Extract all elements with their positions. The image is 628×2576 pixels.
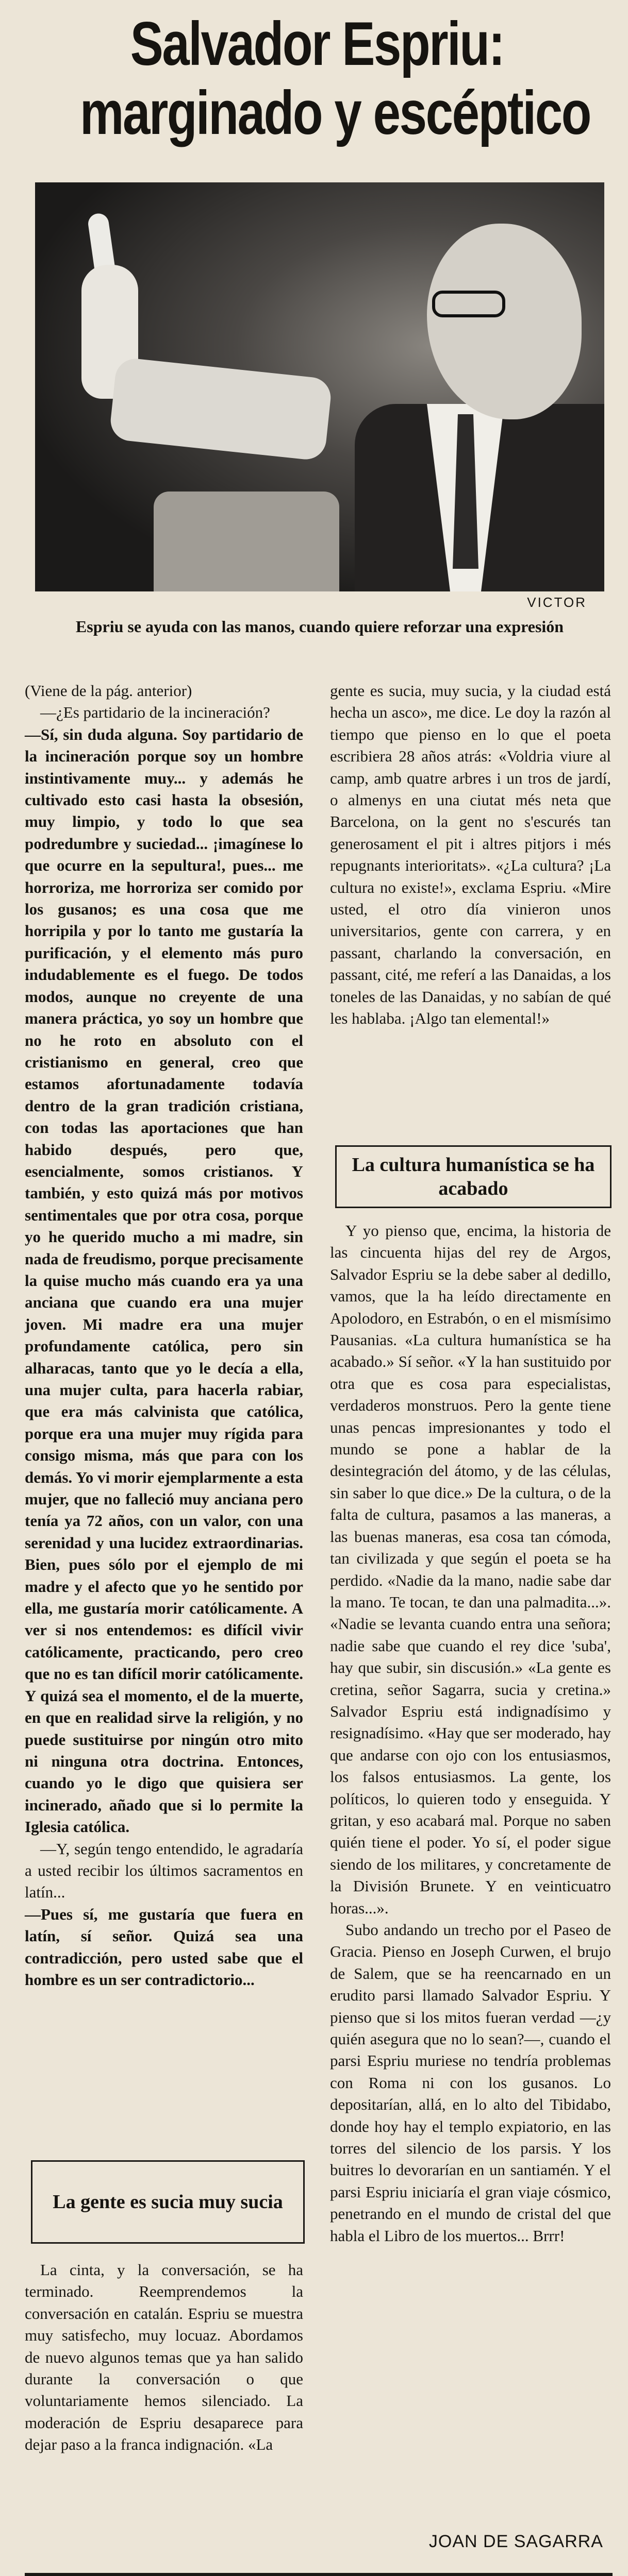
column-left: [25, 680, 303, 1991]
subhead-box-left: La gente es sucia muy sucia: [31, 2160, 305, 2244]
bottom-rule: [25, 2573, 613, 2576]
man-head: [427, 224, 582, 419]
portrait-photo: [35, 182, 604, 591]
author-signature: JOAN DE SAGARRA: [428, 2532, 603, 2551]
paragraph-right-2: Y yo pienso que, encima, la historia de las cincuenta hijas del rey de Argos, Salvador Espriu se la debe saber al dedillo, vamos, que la ha leído directamente en Apolodoro, en Estrabón, o en el mismísimo Pausanias. «La cultura humanística se ha acabado.» Sí señor. «Y la han sustituido por otra que es cosa para especialistas, verdaderos monstruos. Pero la gente tiene unas pencas impresionantes y todo el mundo se pone a hablar de la desintegración del átomo, y de las células, sin saber lo que dice.» De la cultura, o de la falta de cultura, pasamos a las maneras, a las buenas maneras, esa cosa tan cómoda, tan civilizada y que según el poeta se ha perdido. «Nadie da la mano, nadie sabe dar la mano. Te tocan, te dan una palmadita...». «Nadie se levanta cuando entra una señora; nadie sabe que cuando el rey dice 'suba', hay que subir, sin discusión.» «La gente es cretina, señor Sagarra, sucia y cretina.» Salvador Espriu está indignadísimo y resignadísimo. «Hay que ser moderado, hay que andarse con ojo con los entusiasmos, los falsos entusiasmos. La gente, los políticos, lo quieren todo y enseguida. Y gritan, y eso acabará mal. Porque no saben quién tiene el poder. Yo sí, el poder sigue siendo de los militares, y concretamente de la División Brunete. Y en veinticuatro horas...».: [330, 1222, 611, 1917]
paragraph-right-3: Subo andando un trecho por el Paseo de Gracia. Pienso en Joseph Curwen, el brujo de Salem, que se ha reencarnado en un erudito parsi llamado Salvador Espriu. Y pienso que si los mitos fueran verdad —¿y quién asegura que no lo sean?—, cuando el parsi Espriu muriese no tendría problemas con Roma ni con los gusanos. Lo depositarían, allá, en lo alto del Tibidabo, donde hoy hay el templo expiatorio, en las torres del silencio de los parsis. Y los buitres lo devorarían en un santiamén. Y el parsi Espriu iniciaría el gran viaje cósmico, penetrando en el mundo de cristal del que habla el Libro de los muertos... Brrr!: [330, 1921, 611, 2245]
glasses: [432, 291, 505, 317]
question-2: —Y, según tengo entendido, le agradaría a usted recibir los últimos sacramentos en latín...: [25, 1839, 303, 1902]
column-right-middle: [330, 1220, 611, 2247]
answer-1: —Sí, sin duda alguna. Soy partidario de la incineración porque soy un hombre instintivamente muy... y además he cultivado esto casi hasta la obsesión, muy limpio, y todo lo que sea podredumbre y suciedad... ¡imagínese lo que ocurre en la sepultura!, pues... me horroriza, me horroriza ser comido por los gusanos; es una cosa que me horripila y por lo tanto me gustaría la purificación, y el elemento más puro indudablemente es el fuego. De todos modos, aunque no creyente de una manera práctica, yo soy un hombre que no he roto en absoluto con el cristianismo en general, creo que estamos afortunadamente todavía dentro de la gran tradición cristiana, con todas las aportaciones que han habido después, pero que, esencialmente, somos cristianos. Y también, y esto quizá más por motivos sentimentales que por otra cosa, porque yo he querido mucho a mi madre, sin nada de freudismo, porque precisamente la quise mucho más cuando era ya una anciana que cuando era una mujer joven. Mi madre era una mujer profundamente católica, pero sin alharacas, tanto que yo le decía a ella, una mujer culta, para hacerla rabiar, que era más calvinista que católica, porque era una mujer muy rígida para consigo misma, más que para con los demás. Yo vi morir ejemplarmente a esta mujer, que no falleció muy anciana pero tenía ya 72 años, con un valor, con una serenidad y una lucidez extraordinarias. Bien, pues sólo por el ejemplo de mi madre y el afecto que yo he sentido por ella, me gustaría morir católicamente. A ver si nos entendemos: es difícil vivir católicamente, practicando, pero creo que no es tan difícil morir católicamente. Y quizá sea el momento, el de la muerte, en que en realidad sirve la religión, y no puede sustituirse por ningún otro mito ni ninguna otra doctrina. Entonces, cuando yo le digo que quisiera ser incinerado, añado que si lo permite la Iglesia católica.: [25, 725, 303, 1836]
photo-credit: VICTOR: [527, 595, 587, 610]
subhead-box-right: La cultura humanística se ha acabado: [335, 1145, 612, 1208]
headline-line-1: Salvador Espriu:: [130, 9, 504, 78]
shirt-sleeve: [109, 357, 333, 461]
question-1: —¿Es partidario de la incineración?: [40, 703, 270, 722]
continued-note: (Viene de la pág. anterior): [25, 682, 192, 700]
headline-line-2: marginado y escéptico: [80, 78, 590, 147]
column-right-top: [330, 680, 611, 1030]
column-left-bottom: [25, 2259, 303, 2456]
answer-2: —Pues sí, me gustaría que fuera en latín, sí señor. Quizá sea una contradicción, pero usted sabe que el hombre es un ser contradictorio...: [25, 1905, 303, 1989]
paragraph-left-end: La cinta, y la conversación, se ha terminado. Reemprendemos la conversación en catalán. Espriu se muestra muy satisfecho, muy locuaz. Abordamos de nuevo algunos temas que ya han salido durante la conversación o que voluntariamente hemos silenciado. La moderación de Espriu desaparece para dejar paso a la franca indignación. «La: [25, 2261, 303, 2454]
paragraph-right-1: gente es sucia, muy sucia, y la ciudad está hecha un asco», me dice. Le doy la razón al tiempo que pienso en lo que el poeta escribiera 28 años atrás: «Voldria viure al camp, amb quatre arbres i un tros de jardí, o almenys en una ciutat més neta que Barcelona, on la gent no s'escurés tan generosament el pit i altres pitjors i més repugnants interioritats». «¿La cultura? ¡La cultura no existe!», exclama Espriu. «Mire usted, el otro día vinieron unos universitarios, gente con carrera, y en passant, charlando la conversación, en passant, cité, me referí a las Danaidas, a los toneles de las Danaidas, y no sabían de qué les hablaba. ¡Algo tan elemental!»: [330, 682, 611, 1028]
photo-caption: Espriu se ayuda con las manos, cuando quiere reforzar una expresión: [75, 617, 564, 636]
chair: [154, 492, 339, 591]
headline: [80, 9, 590, 147]
